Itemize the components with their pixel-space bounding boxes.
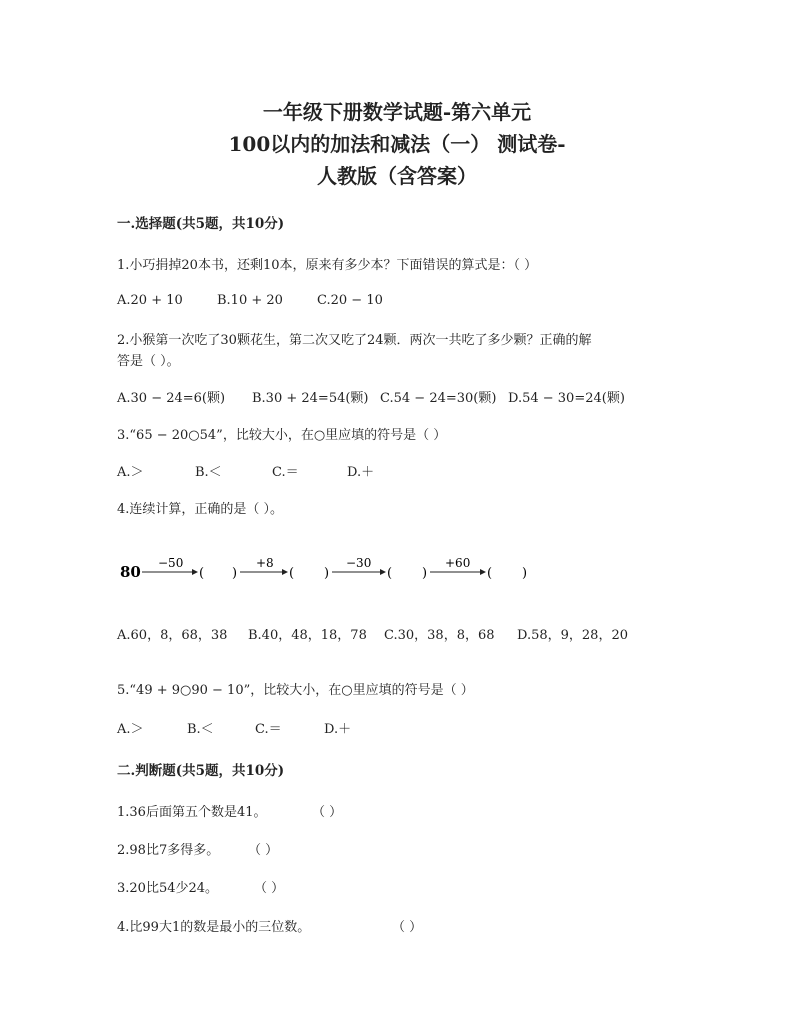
- answer-blank: （ ）: [312, 805, 343, 820]
- chain-blank-3-open: (: [387, 566, 393, 581]
- option-c: C.＝: [272, 465, 299, 480]
- option-d: D.54 − 30=24(颗): [508, 391, 625, 406]
- option-c: C.＝: [255, 722, 282, 737]
- option-b: B.30 + 24=54(颗): [252, 391, 369, 406]
- question-2-text-line-1: 2.小猴第一次吃了30颗花生，第二次又吃了24颗．两次一共吃了多少颗？正确的解: [117, 333, 592, 348]
- chain-blank-4-close: ): [522, 566, 528, 581]
- judgement-item-4: [117, 916, 422, 935]
- question-1-text: 1.小巧捐掉20本书，还剩10本，原来有多少本？下面错误的算式是：（ ）: [117, 258, 538, 273]
- option-b: B.＜: [195, 465, 222, 480]
- chain-blank-2-close: ): [324, 566, 330, 581]
- title-line-3: 人教版（含答案）: [317, 164, 477, 188]
- question-2-options: [117, 387, 625, 406]
- judgement-item-2: [117, 839, 278, 858]
- chain-blank-4-open: (: [487, 566, 493, 581]
- section-1-heading: 一.选择题(共5题，共10分): [117, 216, 285, 232]
- option-b: B.10 + 20: [217, 293, 283, 308]
- title-line-2: 100以内的加法和减法（一） 测试卷-: [228, 132, 566, 156]
- judgement-item-3: [117, 877, 284, 896]
- title-line-1: 一年级下册数学试题-第六单元: [262, 100, 532, 124]
- option-d: D.＋: [347, 465, 375, 480]
- chain-op-4: +60: [445, 556, 471, 570]
- question-4-text: 4.连续计算，正确的是（ ）。: [117, 502, 284, 517]
- chain-op-3: −30: [346, 556, 372, 570]
- option-b: B.40，48，18，78: [248, 628, 367, 643]
- option-a: A.30 − 24=6(颗): [117, 391, 226, 406]
- chain-arrowhead-4: [480, 569, 486, 575]
- question-1-options: [117, 293, 383, 308]
- judgement-item-1: [117, 801, 342, 820]
- question-3-options: [117, 461, 374, 480]
- calculation-chain: [118, 555, 538, 585]
- section-2-heading: 二.判断题(共5题，共10分): [117, 763, 285, 779]
- answer-blank: （ ）: [248, 843, 279, 858]
- chain-blank-1-close: ): [232, 566, 238, 581]
- option-d: D.58，9，28，20: [517, 628, 628, 643]
- chain-blank-2-open: (: [289, 566, 295, 581]
- option-a: A.20 + 10: [117, 293, 183, 308]
- calculation-chain-diagram: [118, 555, 538, 585]
- option-a: A.60，8，68，38: [117, 628, 228, 643]
- option-d: D.＋: [324, 722, 352, 737]
- question-3-text: 3.“65 − 20○54”，比较大小，在○里应填的符号是（ ）: [117, 428, 447, 443]
- judgement-item-text: 4.比99大1的数是最小的三位数。: [117, 920, 311, 935]
- option-b: B.＜: [187, 722, 214, 737]
- question-5-text: 5.“49 + 9○90 − 10”，比较大小，在○里应填的符号是（ ）: [117, 683, 474, 698]
- judgement-item-text: 3.20比54少24。: [117, 881, 219, 896]
- chain-arrowhead-3: [380, 569, 386, 575]
- chain-start-number: 80: [120, 563, 141, 581]
- answer-blank: （ ）: [392, 920, 423, 935]
- chain-op-2: +8: [256, 556, 274, 570]
- judgement-item-text: 1.36后面第五个数是41。: [117, 805, 267, 820]
- option-a: A.＞: [117, 465, 144, 480]
- question-2-text-line-2: 答是（ ）。: [117, 354, 180, 369]
- chain-blank-1-open: (: [199, 566, 205, 581]
- chain-arrowhead-1: [192, 569, 198, 575]
- question-5-options: [117, 718, 351, 737]
- option-a: A.＞: [117, 722, 144, 737]
- option-c: C.20 − 10: [317, 293, 383, 308]
- question-4-options: [117, 624, 628, 643]
- chain-arrowhead-2: [282, 569, 288, 575]
- chain-blank-3-close: ): [422, 566, 428, 581]
- answer-blank: （ ）: [254, 881, 285, 896]
- judgement-item-text: 2.98比7多得多。: [117, 843, 220, 858]
- chain-op-1: −50: [158, 556, 184, 570]
- option-c: C.54 − 24=30(颗): [380, 391, 497, 406]
- option-c: C.30，38，8，68: [384, 628, 495, 643]
